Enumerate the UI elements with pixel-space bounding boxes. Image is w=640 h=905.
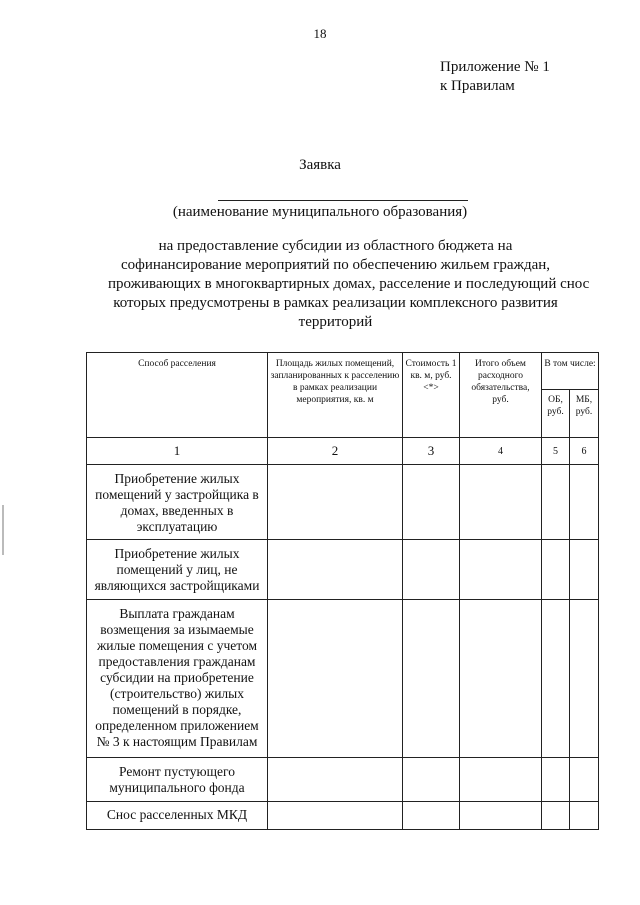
cost-cell	[403, 540, 460, 600]
mb-cell	[570, 758, 599, 802]
table-row	[87, 802, 599, 830]
table-row	[87, 465, 599, 540]
column-number: 1	[87, 438, 268, 465]
header-including: В том числе:	[542, 353, 599, 390]
column-number-row	[87, 438, 599, 465]
scan-margin-mark	[2, 505, 4, 555]
purpose-line: которых предусмотрены в рамках реализации комплексного развития	[113, 295, 558, 311]
header-method: Способ расселения	[87, 353, 268, 438]
header-ob: ОБ, руб.	[542, 390, 570, 438]
column-number: 2	[268, 438, 403, 465]
row-label: Приобретение жилых помещений у лиц, не являющихся застройщиками	[87, 540, 268, 600]
area-cell	[268, 758, 403, 802]
column-number: 3	[403, 438, 460, 465]
column-number: 6	[570, 438, 599, 465]
mb-cell	[570, 540, 599, 600]
row-label: Выплата гражданам возмещения за изымаемые жилые помещения с учетом предоставления гражданам субсидии на приобретение (строительство) жилых помещений в порядке, определенном приложением № 3 к настоящим Правилам	[87, 600, 268, 758]
municipality-name-blank	[218, 200, 468, 201]
row-label: Приобретение жилых помещений у застройщика в домах, введенных в эксплуатацию	[87, 465, 268, 540]
area-cell	[268, 802, 403, 830]
purpose-line: проживающих в многоквартирных домах, расселение и последующий снос	[108, 276, 590, 292]
column-number: 4	[460, 438, 542, 465]
purpose-line: софинансирование мероприятий по обеспечению жильем граждан,	[120, 257, 551, 273]
table-row	[87, 540, 599, 600]
cost-cell	[403, 758, 460, 802]
appendix-line-2: к Правилам	[440, 78, 515, 94]
mb-cell	[570, 600, 599, 758]
page-number: 18	[313, 26, 327, 41]
total-cell	[460, 540, 542, 600]
ob-cell	[542, 802, 570, 830]
ob-cell	[542, 758, 570, 802]
purpose-line: на предоставление субсидии из областного бюджета на	[158, 238, 513, 254]
header-mb: МБ, руб.	[570, 390, 599, 438]
appendix-line-1: Приложение № 1	[440, 59, 550, 75]
cost-cell	[403, 465, 460, 540]
total-cell	[460, 802, 542, 830]
ob-cell	[542, 540, 570, 600]
document-title: Заявка	[299, 157, 341, 173]
cost-cell	[403, 802, 460, 830]
ob-cell	[542, 600, 570, 758]
table-row	[87, 600, 599, 758]
total-cell	[460, 758, 542, 802]
total-cell	[460, 465, 542, 540]
application-purpose	[108, 237, 590, 332]
mb-cell	[570, 465, 599, 540]
area-cell	[268, 600, 403, 758]
application-table	[86, 352, 599, 830]
column-number: 5	[542, 438, 570, 465]
header-cost: Стоимость 1 кв. м, руб. <*>	[403, 353, 460, 438]
purpose-line: территорий	[298, 314, 373, 330]
mb-cell	[570, 802, 599, 830]
appendix-reference	[440, 58, 550, 96]
row-label: Снос расселенных МКД	[87, 802, 268, 830]
cost-cell	[403, 600, 460, 758]
area-cell	[268, 540, 403, 600]
header-total: Итого объем расходного обязательства, руб.	[460, 353, 542, 438]
municipality-caption: (наименование муниципального образования)	[172, 204, 468, 220]
ob-cell	[542, 465, 570, 540]
header-area: Площадь жилых помещений, запланированных к расселению в рамках реализации мероприятия, кв. м	[268, 353, 403, 438]
area-cell	[268, 465, 403, 540]
table-row	[87, 758, 599, 802]
total-cell	[460, 600, 542, 758]
row-label: Ремонт пустующего муниципального фонда	[87, 758, 268, 802]
